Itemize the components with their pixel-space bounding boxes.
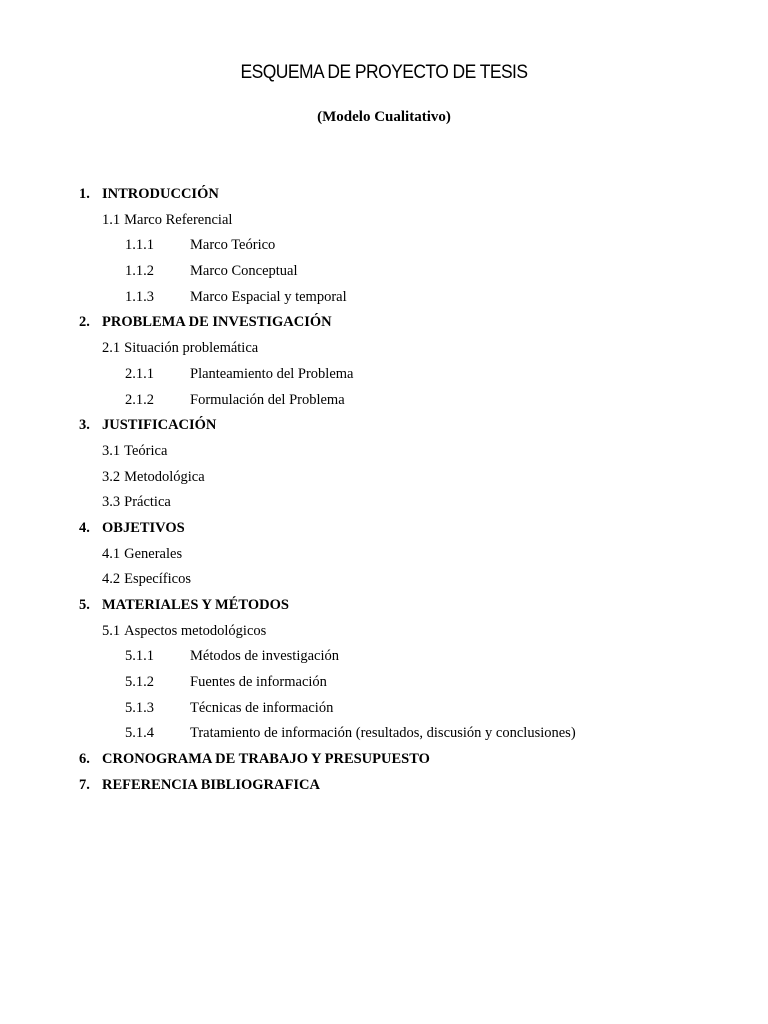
outline-number: 1.1.2: [125, 263, 154, 280]
outline-section: [0, 747, 768, 773]
outline-subsubsection: [0, 259, 768, 285]
outline-number: 2.1: [102, 340, 121, 357]
outline-subsection: [0, 336, 768, 362]
outline-number: 4.2: [102, 571, 121, 588]
outline-number: 3.3: [102, 494, 121, 511]
outline-number: 5.1.4: [125, 725, 154, 742]
outline-label: Tratamiento de información (resultados, discusión y conclusiones): [190, 725, 576, 742]
outline-number: 5.1.2: [125, 674, 154, 691]
outline-subsection: [0, 619, 768, 645]
outline-subsubsection: [0, 721, 768, 747]
outline-number: 2.1.1: [125, 365, 154, 382]
outline-number: 5.1.3: [125, 699, 154, 716]
outline-subsubsection: [0, 233, 768, 259]
page-subtitle: (Modelo Cualitativo): [317, 109, 451, 125]
outline-section: [0, 310, 768, 336]
outline-list: [0, 182, 768, 799]
outline-section: [0, 773, 768, 799]
outline-label: CRONOGRAMA DE TRABAJO Y PRESUPUESTO: [102, 751, 430, 768]
outline-subsubsection: [0, 388, 768, 414]
outline-label: Fuentes de información: [190, 674, 327, 691]
outline-subsubsection: [0, 285, 768, 311]
outline-number: 3.: [79, 417, 90, 434]
outline-label: Marco Referencial: [124, 211, 233, 228]
outline-number: 6.: [79, 751, 90, 768]
outline-label: Aspectos metodológicos: [124, 622, 267, 639]
outline-number: 1.1.3: [125, 288, 154, 305]
outline-subsection: [0, 490, 768, 516]
outline-subsection: [0, 542, 768, 568]
outline-label: Situación problemática: [124, 340, 259, 357]
outline-label: MATERIALES Y MÉTODOS: [102, 597, 289, 613]
outline-subsubsection: [0, 696, 768, 722]
outline-number: 1.1: [102, 211, 121, 228]
outline-label: REFERENCIA BIBLIOGRAFICA: [102, 776, 320, 793]
outline-number: 1.: [79, 186, 90, 202]
outline-label: INTRODUCCIÓN: [102, 186, 219, 202]
outline-number: 7.: [79, 776, 90, 793]
outline-number: 2.1.2: [125, 391, 154, 408]
outline-section: [0, 413, 768, 439]
outline-label: PROBLEMA DE INVESTIGACIÓN: [102, 314, 332, 331]
outline-subsubsection: [0, 644, 768, 670]
outline-label: Práctica: [124, 494, 171, 511]
outline-label: Marco Teórico: [190, 237, 276, 254]
outline-label: Teórica: [124, 442, 168, 459]
outline-section: [0, 182, 768, 208]
outline-number: 5.1: [102, 622, 121, 639]
outline-number: 3.1: [102, 442, 121, 459]
outline-subsection: [0, 567, 768, 593]
outline-label: Técnicas de información: [190, 699, 334, 716]
outline-subsection: [0, 439, 768, 465]
outline-subsubsection: [0, 362, 768, 388]
outline-label: OBJETIVOS: [102, 519, 185, 536]
outline-section: [0, 516, 768, 542]
outline-subsection: [0, 208, 768, 234]
page-title: ESQUEMA DE PROYECTO DE TESIS: [240, 62, 528, 83]
outline-label: Formulación del Problema: [190, 391, 345, 408]
outline-label: Marco Espacial y temporal: [190, 288, 347, 305]
outline-subsubsection: [0, 670, 768, 696]
outline-number: 5.: [79, 597, 90, 613]
outline-label: Específicos: [124, 571, 191, 588]
outline-label: Generales: [124, 545, 183, 562]
outline-number: 3.2: [102, 468, 121, 485]
outline-label: Planteamiento del Problema: [190, 365, 354, 382]
outline-label: Marco Conceptual: [190, 263, 298, 280]
outline-number: 2.: [79, 314, 90, 331]
outline-subsection: [0, 465, 768, 491]
outline-number: 4.1: [102, 545, 121, 562]
outline-number: 5.1.1: [125, 648, 154, 665]
outline-number: 4.: [79, 519, 90, 536]
outline-number: 1.1.1: [125, 237, 154, 254]
outline-label: JUSTIFICACIÓN: [102, 417, 217, 434]
outline-section: [0, 593, 768, 619]
outline-label: Métodos de investigación: [190, 648, 340, 665]
outline-label: Metodológica: [124, 468, 205, 485]
